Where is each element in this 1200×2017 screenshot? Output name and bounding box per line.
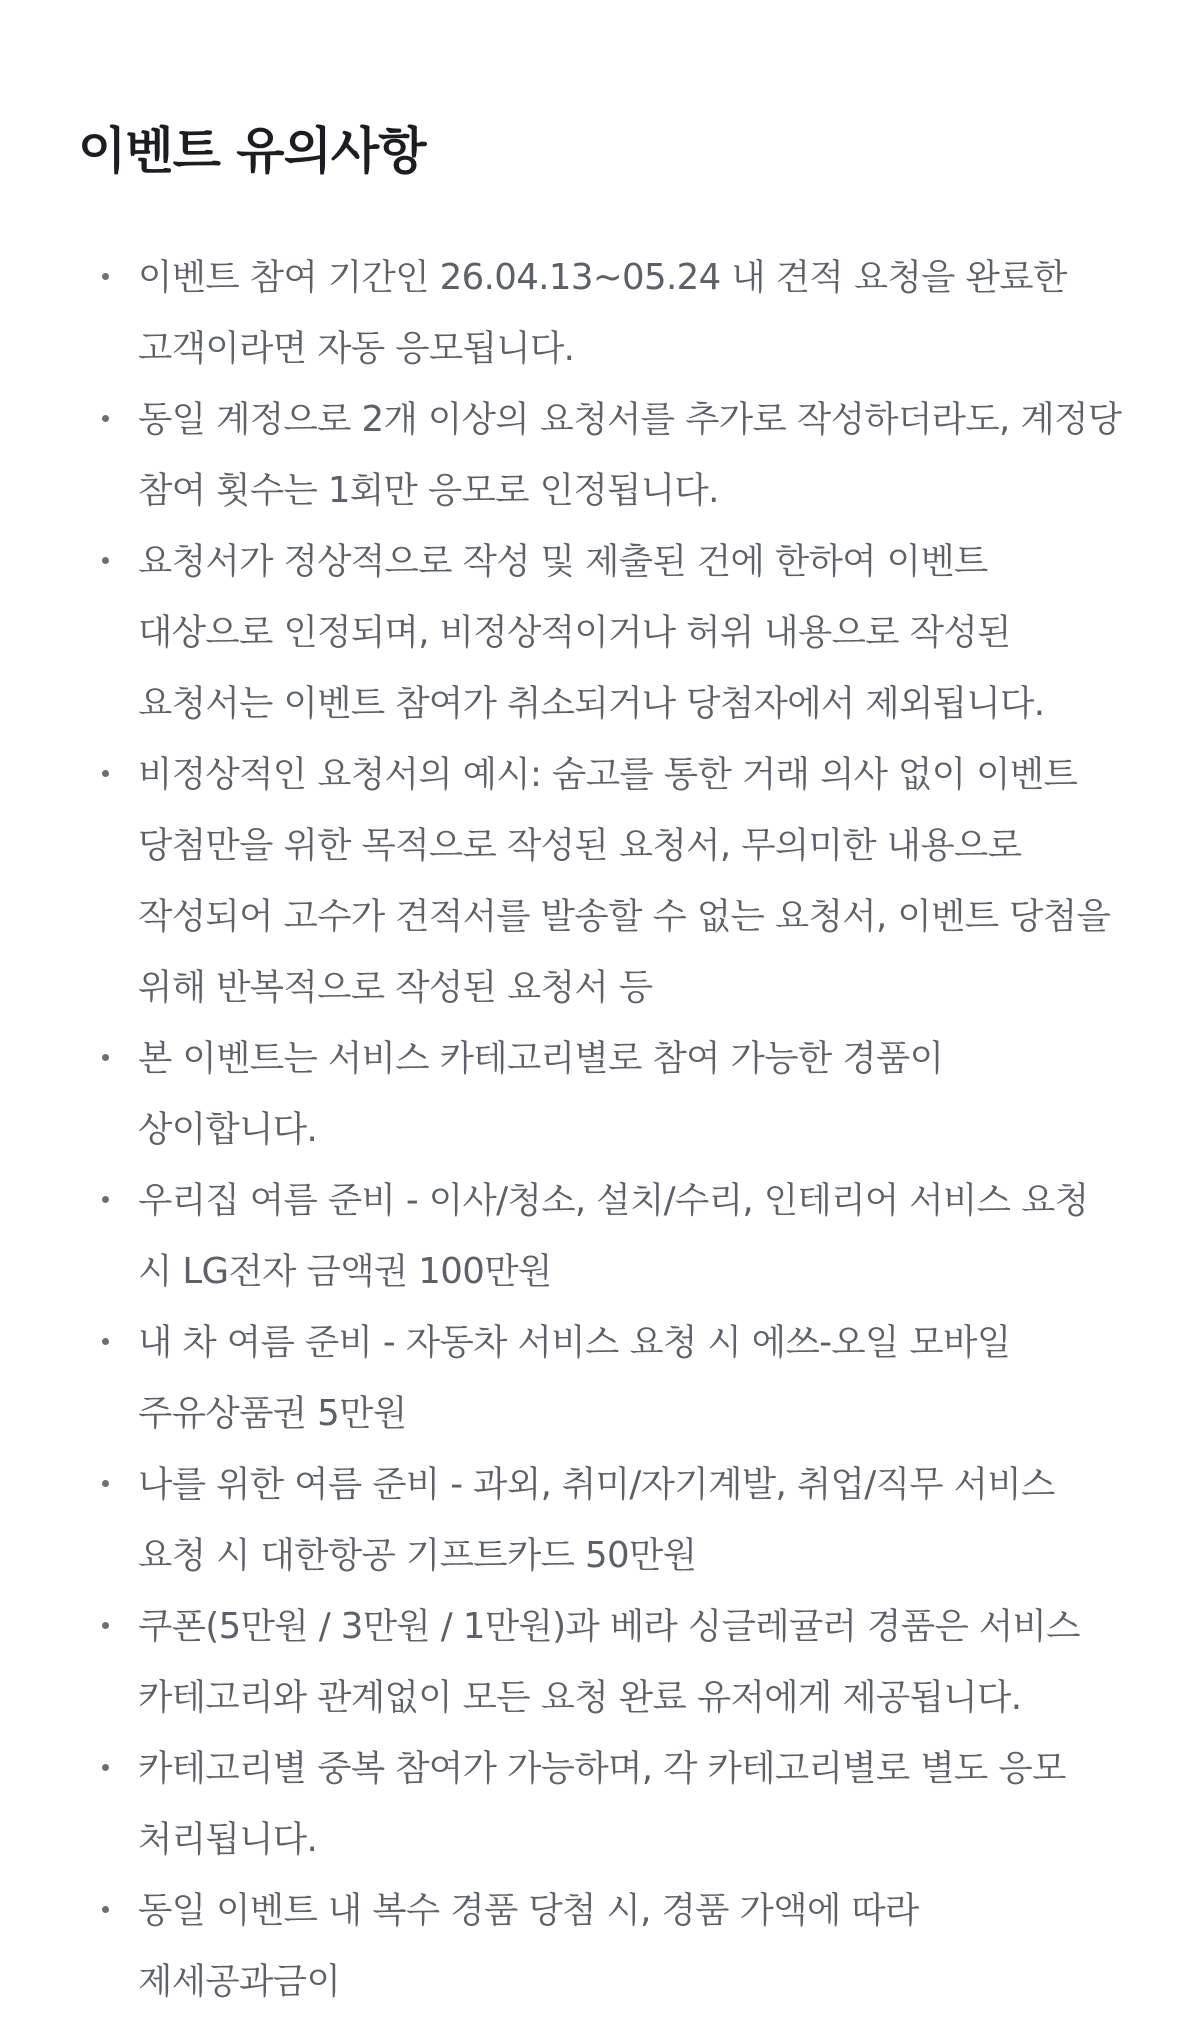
bullet-dot-icon	[102, 1906, 109, 1913]
notice-item-text: 우리집 여름 준비 - 이사/청소, 설치/수리, 인테리어 서비스 요청 시 LG전자 금액권 100만원	[138, 1180, 1089, 1292]
bullet-dot-icon	[102, 1054, 109, 1061]
bullet-dot-icon	[102, 1764, 109, 1771]
notice-item-text: 본 이벤트는 서비스 카테고리별로 참여 가능한 경품이 상이합니다.	[138, 1038, 944, 1150]
bullet-dot-icon	[102, 273, 109, 280]
notice-item-text: 내 차 여름 준비 - 자동차 서비스 요청 시 에쓰-오일 모바일 주유상품권 5만원	[138, 1322, 1011, 1434]
notice-item-text: 나를 위한 여름 준비 - 과외, 취미/자기계발, 취업/직무 서비스 요청 시 대한항공 기프트카드 50만원	[138, 1464, 1055, 1576]
bullet-dot-icon	[102, 415, 109, 422]
notice-item	[78, 1307, 1130, 1449]
bullet-dot-icon	[102, 557, 109, 564]
notice-title: 이벤트 유의사항	[78, 122, 426, 180]
bullet-dot-icon	[102, 770, 109, 777]
notice-item	[78, 526, 1130, 739]
notice-item	[78, 1733, 1130, 1875]
notice-item	[78, 242, 1130, 384]
bullet-dot-icon	[102, 1622, 109, 1629]
notice-item-text: 카테고리별 중복 참여가 가능하며, 각 카테고리별로 별도 응모 처리됩니다.	[138, 1748, 1066, 1860]
notice-item	[78, 384, 1130, 526]
bullet-dot-icon	[102, 1480, 109, 1487]
notice-item	[78, 1875, 1130, 2017]
notice-item-text: 이벤트 참여 기간인 26.04.13~05.24 내 견적 요청을 완료한 고객이라면 자동 응모됩니다.	[138, 257, 1067, 369]
notice-item-text: 비정상적인 요청서의 예시: 숨고를 통한 거래 의사 없이 이벤트 당첨만을 위한 목적으로 작성된 요청서, 무의미한 내용으로 작성되어 고수가 견적서를 발송할 수 없는 요청서, 이벤트 당첨을 위해 반복적으로 작성된 요청서 등	[138, 754, 1111, 1008]
bullet-dot-icon	[102, 1338, 109, 1345]
notice-item	[78, 1023, 1130, 1165]
notice-item-text: 동일 계정으로 2개 이상의 요청서를 추가로 작성하더라도, 계정당 참여 횟수는 1회만 응모로 인정됩니다.	[138, 399, 1122, 511]
bullet-dot-icon	[102, 1196, 109, 1203]
notice-item-text: 동일 이벤트 내 복수 경품 당첨 시, 경품 가액에 따라 제세공과금이	[138, 1890, 919, 2002]
notice-item-text: 쿠폰(5만원 / 3만원 / 1만원)과 베라 싱글레귤러 경품은 서비스 카테고리와 관계없이 모든 요청 완료 유저에게 제공됩니다.	[138, 1606, 1080, 1718]
notice-item	[78, 1591, 1130, 1733]
notice-item	[78, 1165, 1130, 1307]
notice-item	[78, 739, 1130, 1023]
notice-list	[78, 242, 1130, 2017]
notice-item-text: 요청서가 정상적으로 작성 및 제출된 건에 한하여 이벤트 대상으로 인정되며, 비정상적이거나 허위 내용으로 작성된 요청서는 이벤트 참여가 취소되거나 당첨자에서 제외됩니다.	[138, 541, 1045, 724]
notice-item	[78, 1449, 1130, 1591]
